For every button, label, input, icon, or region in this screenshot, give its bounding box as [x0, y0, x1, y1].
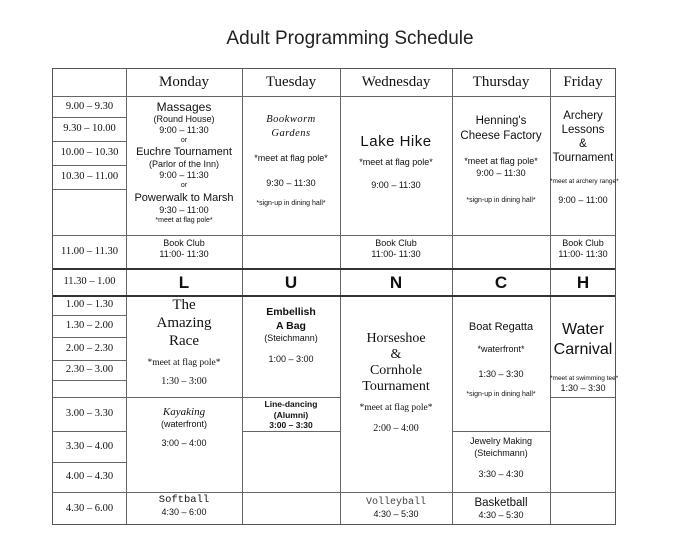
activity-note: *waterfront* — [477, 344, 525, 354]
row-divider — [53, 492, 615, 493]
row-divider — [242, 431, 340, 432]
activity-title: Tournament — [362, 379, 430, 394]
activity-title: The — [172, 297, 196, 313]
activity-title: Henning's — [475, 115, 527, 127]
row-divider — [53, 380, 126, 381]
lunch-letter: L — [178, 273, 190, 292]
activity-title: Horseshoe — [366, 331, 426, 346]
tuesday-line-dancing — [242, 399, 340, 431]
activity-time: 3:00 – 3:30 — [269, 420, 313, 430]
activity-title: Line-dancing — [264, 399, 318, 409]
time-label: 9.30 – 10.00 — [63, 123, 116, 134]
activity-title: Race — [169, 333, 199, 349]
row-divider — [53, 235, 615, 236]
activity-time: 2:00 – 4:00 — [373, 423, 419, 434]
activity-note: *meet at flag pole* — [464, 156, 538, 166]
activity-location: (waterfront) — [160, 419, 207, 429]
activity-note: *meet at flag pole* — [147, 358, 221, 368]
activity-title: Book Club — [163, 238, 205, 248]
activity-title: & — [390, 347, 402, 362]
activity-title: Book Club — [562, 238, 604, 248]
activity-time: 1:30 – 3:00 — [161, 376, 207, 387]
time-label: 11.00 – 11.30 — [61, 246, 118, 257]
thursday-cheese-factory — [452, 114, 550, 205]
row-divider — [53, 189, 126, 190]
activity-time: 9:00 – 11:30 — [159, 125, 209, 135]
activity-title: Archery — [563, 110, 603, 122]
activity-title: Embellish — [266, 306, 316, 318]
activity-title: Cornhole — [369, 363, 423, 378]
schedule-table — [52, 68, 619, 525]
activity-time: 9:00 – 11:30 — [371, 180, 421, 190]
activity-note: *sign-up in dining hall* — [256, 200, 326, 207]
friday-archery — [550, 109, 619, 206]
friday-book-club — [550, 238, 616, 260]
activity-time: 3:00 – 4:00 — [161, 438, 207, 448]
monday-softball — [126, 494, 242, 518]
activity-title: Jewelry Making — [469, 436, 533, 446]
time-label: 2.00 – 2.30 — [65, 343, 114, 354]
monday-book-club — [126, 238, 242, 260]
tuesday-bookworm-gardens — [242, 113, 340, 208]
activity-title: Basketball — [474, 497, 528, 509]
monday-kayaking — [126, 406, 242, 449]
activity-note: *meet at flag pole* — [254, 153, 328, 163]
activity-note: *meet at flag pole* — [155, 217, 213, 224]
activity-time: 4:30 – 5:30 — [478, 510, 524, 520]
row-divider — [550, 397, 615, 398]
activity-title: Gardens — [271, 128, 311, 139]
page-title: Adult Programming Schedule — [226, 28, 474, 49]
lunch-letter: N — [389, 273, 403, 292]
thursday-jewelry-making — [452, 435, 550, 480]
or-separator: or — [180, 182, 188, 189]
activity-time: 1:30 – 3:30 — [478, 369, 524, 379]
activity-time: 11:00- 11:30 — [159, 249, 209, 259]
wednesday-lake-hike — [340, 132, 452, 191]
activity-time: 9:30 – 11:30 — [266, 178, 316, 188]
activity-time: 9:00 – 11:00 — [558, 195, 608, 205]
activity-note: *meet at swimming tee* — [550, 375, 619, 382]
activity-title: Kayaking — [162, 406, 206, 418]
thursday-basketball — [452, 496, 550, 521]
activity-location: (Steichmann) — [474, 448, 528, 458]
activity-note: *sign-up in dining hall* — [466, 391, 536, 398]
activity-title: Water — [561, 321, 605, 338]
activity-note: *meet at flag pole* — [359, 403, 433, 413]
activity-title: Lessons — [561, 124, 605, 136]
wednesday-book-club — [340, 238, 452, 260]
time-label: 4.00 – 4.30 — [65, 471, 114, 482]
lunch-letter: U — [284, 273, 298, 292]
lunch-letter: C — [494, 273, 508, 292]
activity-time: 4:30 – 6:00 — [161, 507, 207, 517]
activity-title: A Bag — [276, 320, 306, 332]
activity-title: Euchre Tournament — [136, 146, 232, 158]
row-divider — [452, 431, 550, 432]
time-label: 10.30 – 11.00 — [60, 171, 119, 182]
day-header-friday: Friday — [563, 74, 603, 90]
time-label: 3.00 – 3.30 — [65, 408, 114, 419]
day-header-thursday: Thursday — [472, 74, 530, 90]
activity-title: Book Club — [375, 238, 417, 248]
activity-title: Softball — [158, 494, 210, 506]
activity-title: Boat Regatta — [468, 321, 534, 333]
activity-time: 11:00- 11:30 — [371, 249, 421, 259]
activity-title: Volleyball — [365, 497, 426, 508]
activity-location: (Steichmann) — [264, 333, 318, 343]
day-header-tuesday: Tuesday — [265, 74, 317, 90]
time-label: 1.00 – 1.30 — [65, 299, 114, 310]
activity-note: *meet at flag pole* — [359, 157, 433, 167]
activity-title: Amazing — [156, 315, 212, 331]
activity-title: Lake Hike — [360, 133, 432, 150]
activity-location: (Round House) — [153, 114, 215, 124]
thursday-boat-regatta — [452, 320, 550, 399]
activity-time: 9:00 – 11:30 — [159, 170, 209, 180]
activity-time: 11:00- 11:30 — [558, 249, 608, 259]
activity-title: Bookworm — [266, 114, 316, 125]
activity-title: Tournament — [552, 152, 614, 164]
activity-note: *sign-up in dining hall* — [466, 197, 536, 204]
activity-time: 9:30 – 11:00 — [159, 205, 209, 215]
lunch-letter: H — [576, 273, 590, 292]
activity-location: (Alumni) — [273, 409, 309, 420]
time-label: 3.30 – 4.00 — [65, 441, 114, 452]
activity-title: & — [579, 138, 587, 150]
monday-morning-activities — [126, 100, 242, 226]
activity-note: *meet at archery range* — [550, 178, 619, 185]
activity-time: 3:30 – 4:30 — [478, 469, 524, 479]
time-label: 4.30 – 6.00 — [65, 503, 114, 514]
activity-title: Carnival — [553, 341, 613, 358]
time-label: 11.30 – 1.00 — [63, 276, 116, 287]
row-divider — [53, 96, 615, 97]
time-label: 9.00 – 9.30 — [65, 101, 114, 112]
monday-amazing-race — [126, 296, 242, 388]
time-label: 1.30 – 2.00 — [65, 320, 114, 331]
activity-location: (Parlor of the Inn) — [148, 159, 220, 169]
or-separator: or — [180, 137, 188, 144]
activity-time: 9:00 – 11:30 — [476, 168, 526, 178]
activity-time: 1:30 – 3:30 — [560, 383, 606, 393]
activity-title: Massages — [156, 100, 212, 114]
day-header-monday: Monday — [159, 74, 209, 90]
activity-time: 1:00 – 3:00 — [268, 354, 314, 364]
wednesday-volleyball — [340, 496, 452, 520]
tuesday-embellish-bag — [242, 305, 340, 365]
day-header-wednesday: Wednesday — [361, 74, 431, 90]
friday-water-carnival — [550, 320, 619, 394]
time-label: 2.30 – 3.00 — [65, 364, 114, 375]
activity-title: Powerwalk to Marsh — [134, 192, 234, 204]
time-label: 10.00 – 10.30 — [60, 147, 119, 158]
wednesday-horseshoe-cornhole — [340, 331, 452, 435]
activity-title: Cheese Factory — [460, 130, 542, 142]
activity-time: 4:30 – 5:30 — [373, 509, 419, 519]
